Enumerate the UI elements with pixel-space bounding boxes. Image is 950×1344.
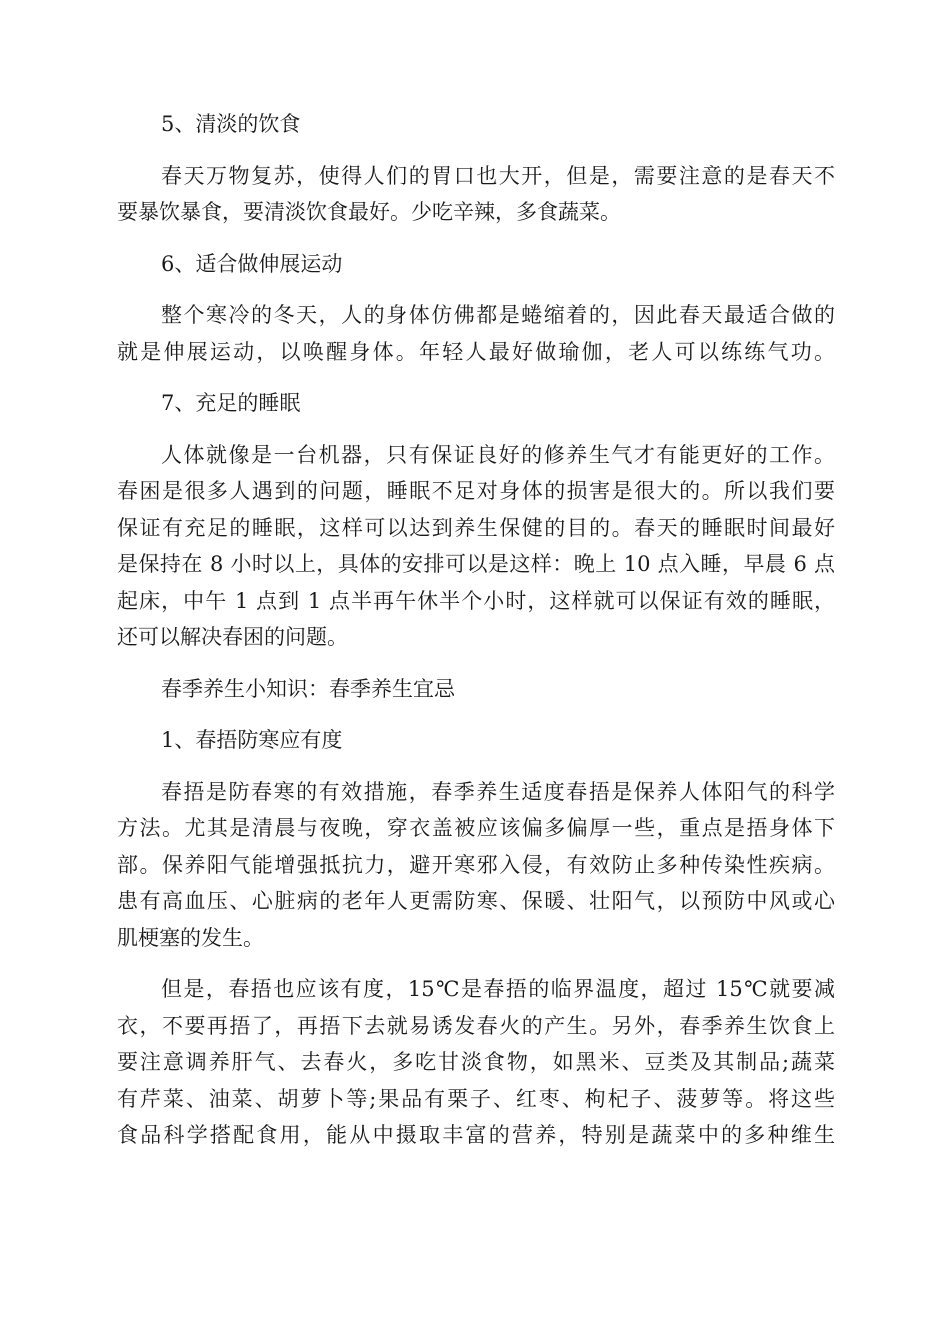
paragraph-line: 春困是很多人遇到的问题，睡眠不足对身体的损害是很大的。所以我们要 [117, 479, 835, 503]
paragraph-line: 肌梗塞的发生。 [117, 925, 264, 950]
paragraph-line: 起床，中午 1 点到 1 点半再午休半个小时，这样就可以保证有效的睡眠， [117, 588, 835, 613]
paragraph-stretch-exercise [117, 297, 835, 370]
paragraph-line: 部。保养阳气能增强抵抗力，避开寒邪入侵，有效防止多种传染性疾病。 [117, 852, 835, 877]
paragraph-line: 整个寒冷的冬天，人的身体仿佛都是蜷缩着的，因此春天最适合做的 [161, 303, 835, 327]
paragraph-line: 春天万物复苏，使得人们的胃口也大开，但是，需要注意的是春天不 [161, 163, 835, 188]
heading-stretch-exercise [117, 246, 835, 283]
heading-line: 春季养生小知识：春季养生宜忌 [161, 676, 455, 701]
paragraph-line: 有芹菜、油菜、胡萝卜等;果品有栗子、红枣、枸杞子、菠萝等。将这些 [117, 1086, 835, 1111]
heading-clear-diet [117, 106, 835, 143]
paragraph-line: 人体就像是一台机器，只有保证良好的修养生气才有能更好的工作。 [161, 442, 835, 467]
paragraph-line: 还可以解决春困的问题。 [117, 625, 348, 649]
paragraph-line: 患有高血压、心脏病的老年人更需防寒、保暖、壮阳气，以预防中风或心 [117, 889, 835, 913]
heading-spring-tips [117, 671, 835, 708]
paragraph-sleep [117, 437, 835, 656]
heading-sleep [117, 385, 835, 422]
document-page [117, 106, 835, 1154]
paragraph-line: 方法。尤其是清晨与夜晚，穿衣盖被应该偏多偏厚一些，重点是捂身体下 [117, 816, 835, 840]
paragraph-clear-diet [117, 158, 835, 231]
paragraph-warmth-limit [117, 971, 835, 1154]
heading-line: 1、春捂防寒应有度 [161, 728, 343, 752]
heading-line: 5、清淡的饮食 [161, 112, 301, 136]
paragraph-line: 食品科学搭配食用，能从中摄取丰富的营养，特别是蔬菜中的多种维生 [117, 1123, 835, 1147]
paragraph-line: 衣，不要再捂了，再捂下去就易诱发春火的产生。另外，春季养生饮食上 [117, 1013, 835, 1038]
paragraph-line: 要注意调养肝气、去春火，多吃甘淡食物，如黑米、豆类及其制品;蔬菜 [117, 1050, 835, 1074]
paragraph-line: 要暴饮暴食，要清淡饮食最好。少吃辛辣，多食蔬菜。 [117, 200, 621, 224]
heading-line: 7、充足的睡眠 [161, 391, 301, 415]
paragraph-line: 春捂是防春寒的有效措施，春季养生适度春捂是保养人体阳气的科学 [161, 779, 835, 804]
paragraph-line: 是保持在 8 小时以上，具体的安排可以是这样：晚上 10 点入睡，早晨 6 点 [117, 552, 835, 576]
paragraph-line: 就是伸展运动，以唤醒身体。年轻人最好做瑜伽，老人可以练练气功。 [117, 339, 835, 364]
paragraph-line: 保证有充足的睡眠，这样可以达到养生保健的目的。春天的睡眠时间最好 [117, 515, 835, 540]
heading-spring-warmth [117, 722, 835, 759]
paragraph-spring-warmth [117, 774, 835, 957]
paragraph-line: 但是，春捂也应该有度，15℃是春捂的临界温度，超过 15℃就要减 [161, 977, 835, 1001]
heading-line: 6、适合做伸展运动 [161, 251, 343, 276]
